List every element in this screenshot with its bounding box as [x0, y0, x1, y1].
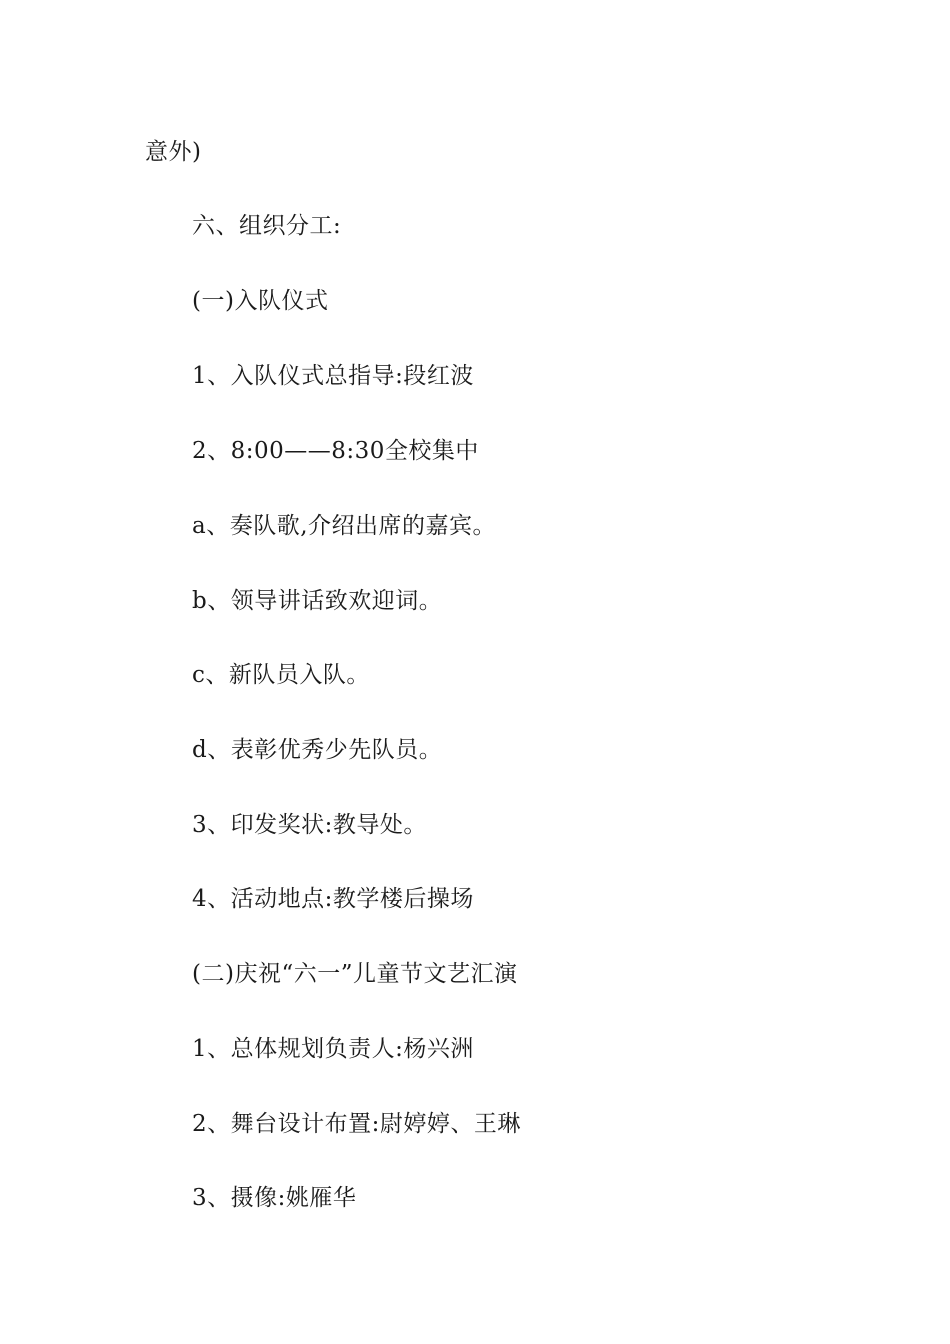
list-item: 2、舞台设计布置:尉婷婷、王琳 [192, 1111, 521, 1137]
list-item: 1、总体规划负责人:杨兴洲 [192, 1036, 474, 1062]
list-item: 4、活动地点:教学楼后操场 [192, 886, 474, 912]
subsection-heading-performance: (二)庆祝“六一”儿童节文艺汇演 [192, 961, 518, 987]
list-item: b、领导讲话致欢迎词。 [192, 588, 443, 614]
list-item: 3、摄像:姚雁华 [192, 1185, 357, 1211]
list-item: c、新队员入队。 [192, 662, 370, 688]
list-item: 2、8:00——8:30全校集中 [192, 438, 479, 464]
list-item: d、表彰优秀少先队员。 [192, 737, 443, 763]
list-item: 1、入队仪式总指导:段红波 [192, 363, 474, 389]
section-heading-organization: 六、组织分工: [192, 213, 342, 239]
continuation-line: 意外) [145, 139, 202, 165]
list-item: 3、印发奖状:教导处。 [192, 812, 427, 838]
subsection-heading-induction: (一)入队仪式 [192, 288, 329, 314]
list-item: a、奏队歌,介绍出席的嘉宾。 [192, 513, 497, 539]
